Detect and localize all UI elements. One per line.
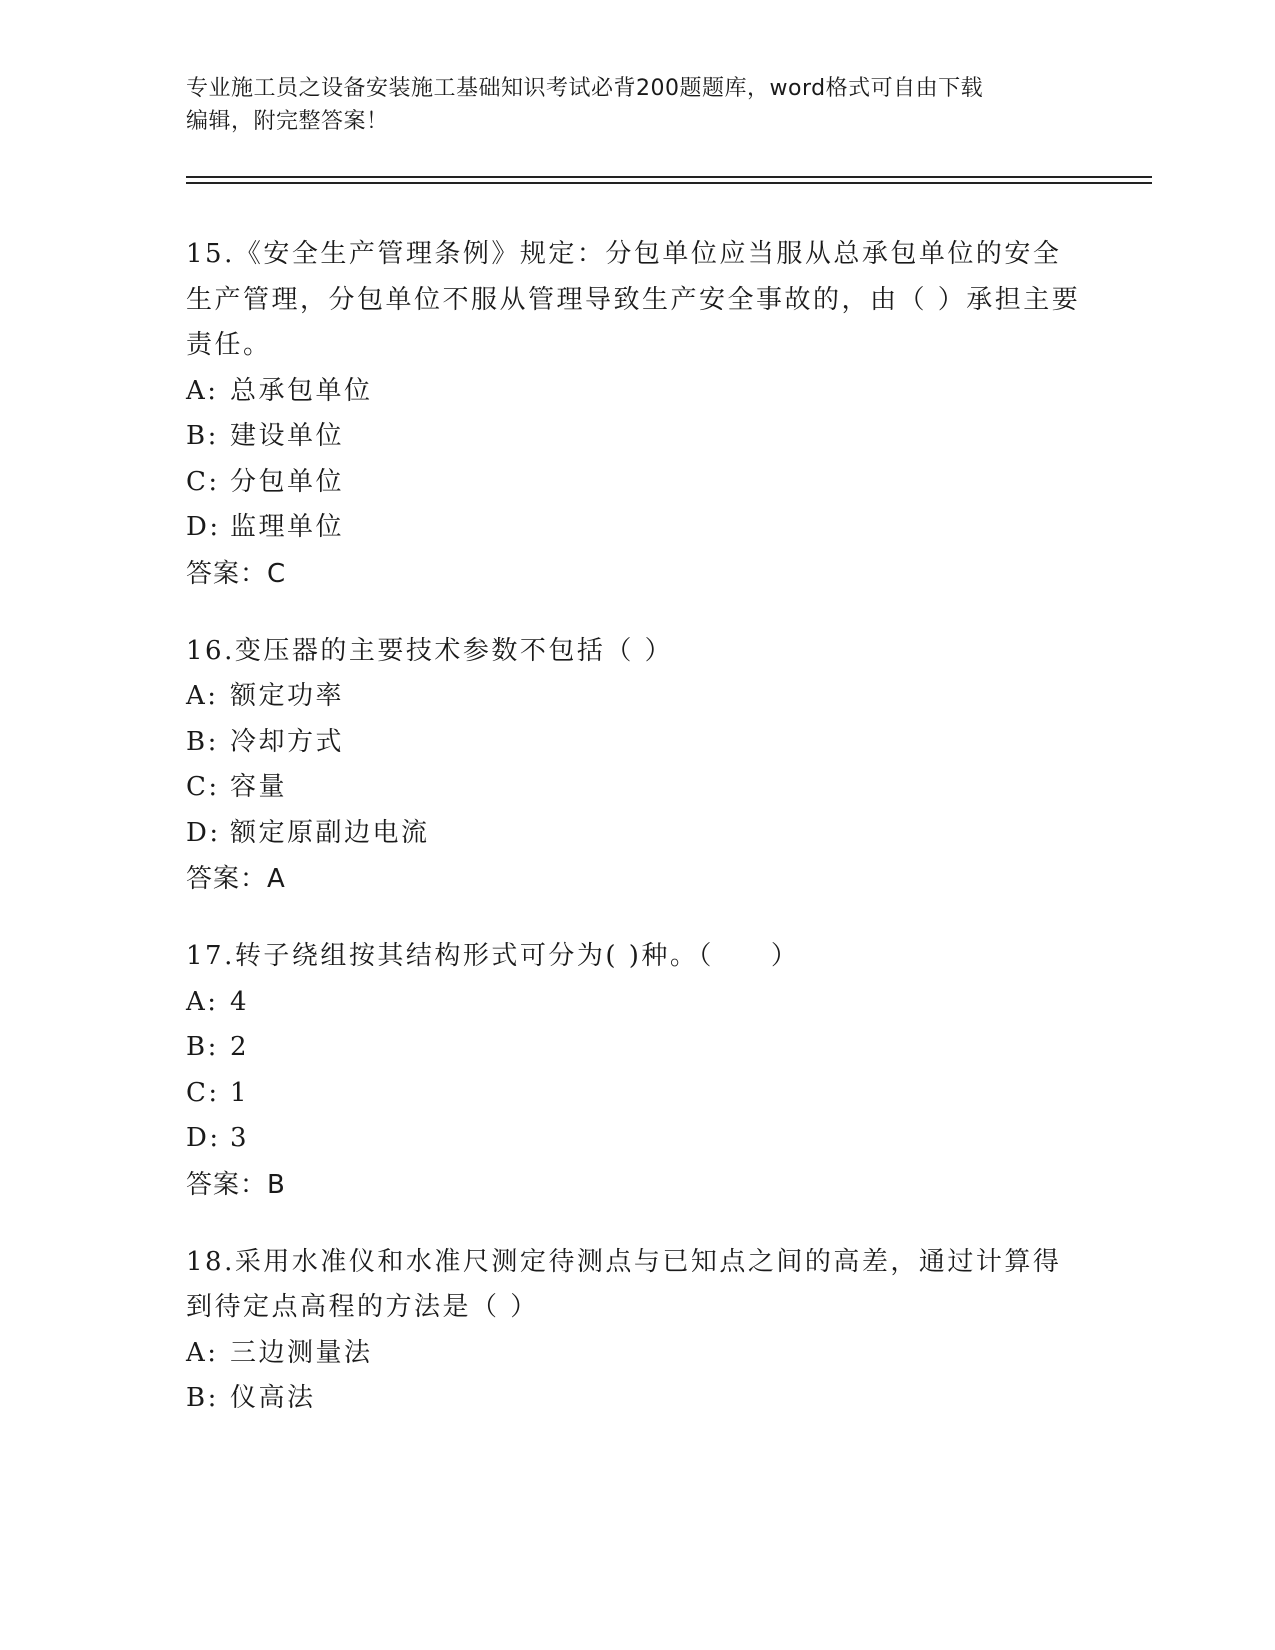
answer-label: 答案：A xyxy=(186,864,286,894)
option-c xyxy=(186,765,1086,811)
option-b xyxy=(186,414,1086,460)
option-letter: B: xyxy=(186,421,219,451)
header-title-line-1: 专业施工员之设备安装施工基础知识考试必背200题题库，word格式可自由下载 xyxy=(186,76,984,101)
option-text: 1 xyxy=(230,1077,250,1108)
option-letter: D: xyxy=(186,512,221,542)
header-title-line-2: 编辑，附完整答案！ xyxy=(186,109,389,134)
option-text: 总承包单位 xyxy=(230,375,373,406)
answer-label: 答案：B xyxy=(186,1169,286,1200)
option-text: 监理单位 xyxy=(230,512,345,542)
option-text: 2 xyxy=(230,1032,250,1062)
option-a xyxy=(186,1331,1086,1377)
option-a xyxy=(186,674,1086,720)
option-letter: C: xyxy=(186,466,220,497)
option-text: 额定原副边电流 xyxy=(230,817,430,848)
option-text: 3 xyxy=(230,1123,250,1153)
option-letter: D: xyxy=(186,1123,221,1153)
option-text: 仪高法 xyxy=(230,1383,316,1413)
question-text: 15.《安全生产管理条例》规定：分包单位应当服从总承包单位的安全生产管理，分包单位不服从管理导致生产安全事故的，由（ ）承担主要责任。 xyxy=(186,239,1081,360)
option-letter: A: xyxy=(186,986,219,1017)
option-b xyxy=(186,720,1086,766)
option-text: 额定功率 xyxy=(230,681,345,711)
option-d xyxy=(186,811,1086,857)
question-18 xyxy=(186,1240,1086,1422)
option-c xyxy=(186,1071,1086,1117)
answer-label: 答案：C xyxy=(186,558,287,589)
option-text: 三边测量法 xyxy=(230,1337,373,1368)
question-15 xyxy=(186,232,1086,597)
question-16 xyxy=(186,629,1086,903)
option-d xyxy=(186,505,1086,551)
option-b xyxy=(186,1025,1086,1071)
option-c xyxy=(186,460,1086,506)
option-letter: D: xyxy=(186,817,221,848)
question-text: 18.采用水准仪和水准尺测定待测点与已知点之间的高差，通过计算得到待定点高程的方法是（ ） xyxy=(186,1246,1062,1322)
option-a xyxy=(186,980,1086,1026)
question-17 xyxy=(186,934,1086,1208)
option-letter: B: xyxy=(186,726,219,757)
option-letter: C: xyxy=(186,772,220,802)
option-text: 建设单位 xyxy=(230,421,345,451)
option-b xyxy=(186,1376,1086,1422)
option-text: 冷却方式 xyxy=(230,726,345,757)
option-letter: A: xyxy=(186,1337,219,1368)
document-header xyxy=(186,72,1086,138)
option-letter: C: xyxy=(186,1077,220,1108)
option-a xyxy=(186,369,1086,415)
question-list xyxy=(186,232,1086,1454)
option-text: 4 xyxy=(230,986,250,1017)
option-letter: B: xyxy=(186,1032,219,1062)
question-text: 17.转子绕组按其结构形式可分为( )种。（ ） xyxy=(186,941,800,971)
option-letter: A: xyxy=(186,375,219,406)
option-text: 容量 xyxy=(230,772,288,802)
header-divider-bottom xyxy=(186,182,1152,184)
option-letter: B: xyxy=(186,1383,219,1413)
option-letter: A: xyxy=(186,681,219,711)
question-text: 16.变压器的主要技术参数不包括（ ） xyxy=(186,635,674,666)
option-d xyxy=(186,1116,1086,1162)
option-text: 分包单位 xyxy=(230,466,345,497)
header-divider-top xyxy=(186,176,1152,178)
